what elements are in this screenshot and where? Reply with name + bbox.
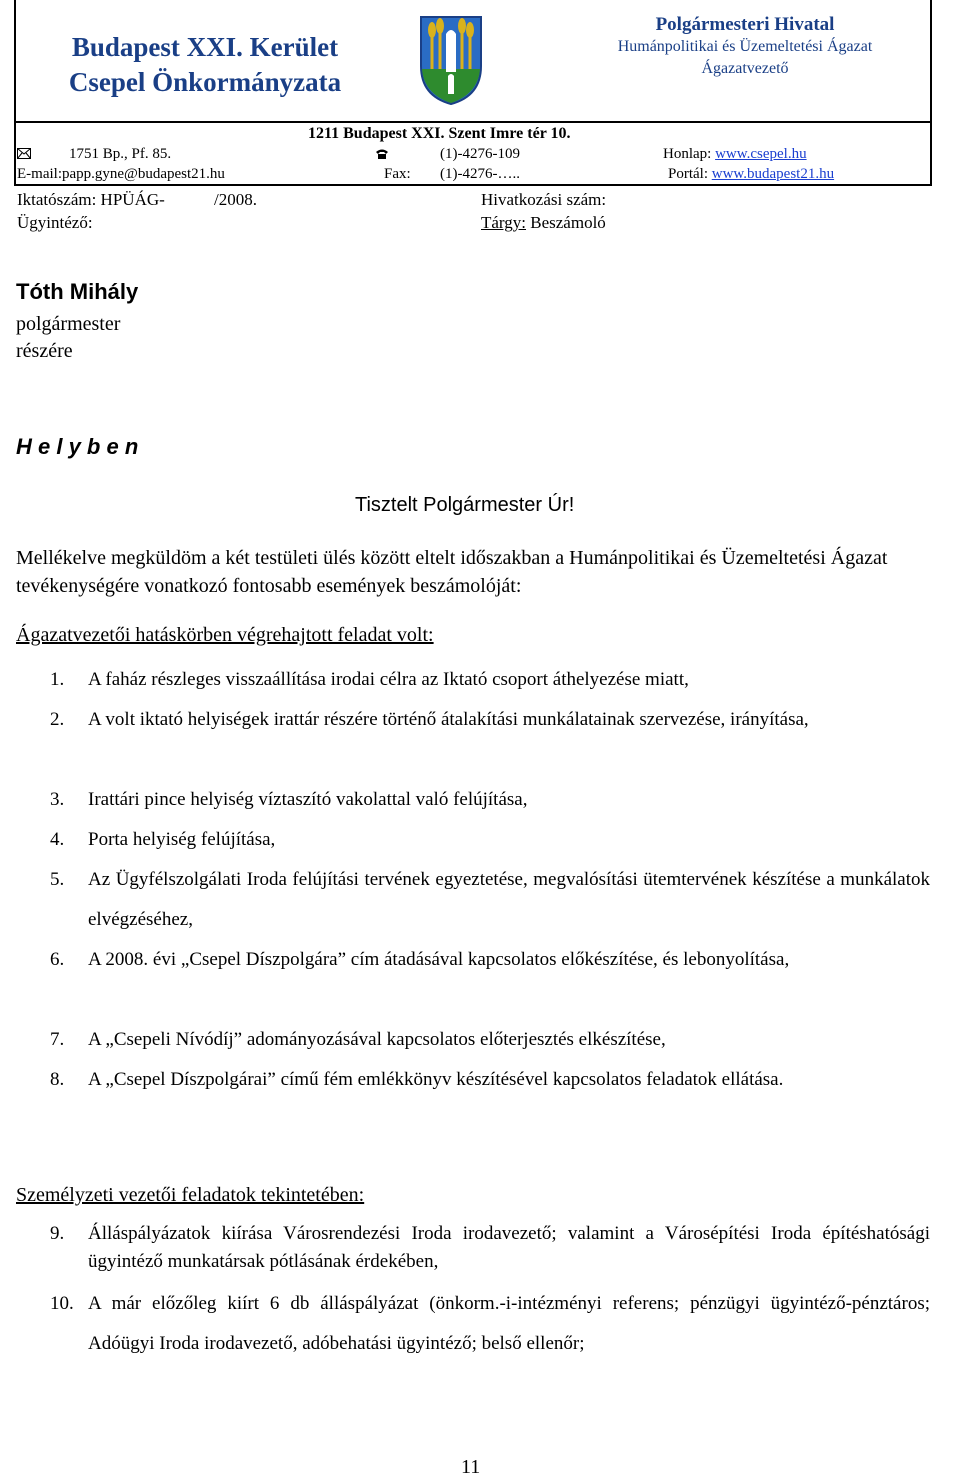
addressee-for: részére bbox=[16, 340, 73, 362]
fax-number: (1)-4276-….. bbox=[440, 166, 520, 182]
reference-year: /2008. bbox=[214, 190, 257, 209]
portal-link[interactable]: www.budapest21.hu bbox=[711, 166, 835, 182]
portal bbox=[668, 165, 834, 184]
office-block bbox=[560, 14, 930, 80]
location: H e l y b e n bbox=[16, 434, 139, 459]
item-text: Irattári pince helyiség víztaszító vakolattal való felújítása, bbox=[88, 789, 528, 810]
subject-label: Tárgy: bbox=[481, 213, 527, 232]
item-number: 7. bbox=[50, 1029, 65, 1050]
item-number: 10. bbox=[50, 1293, 74, 1314]
section1-heading: Ágazatvezetői hatáskörben végrehajtott feladat volt: bbox=[16, 624, 434, 646]
item-text: Porta helyiség felújítása, bbox=[88, 829, 276, 850]
intro-paragraph: Mellékelve megküldöm a két testületi ülés között eltelt időszakban a Humánpolitikai és Üzemeltetési Ágazat tevékenységére vonatkozó fontosabb események beszámolóját: bbox=[16, 547, 888, 597]
item-text: Az Ügyfélszolgálati Iroda felújítási tervének egyeztetése, megvalósítási ütemtervének készítése a munkálatok elvégzéséhez, bbox=[88, 869, 930, 930]
homepage bbox=[663, 145, 807, 164]
address: 1211 Budapest XXI. Szent Imre tér 10. bbox=[308, 125, 571, 142]
item-text: A már előzőleg kiírt 6 db álláspályázat (önkorm.-i-intézményi referens; pénzügyi ügyintéző-pénztáros; Adóügyi Iroda irodavezető, adóbehatási ügyintéző; belső ellenőr; bbox=[88, 1293, 930, 1354]
org-line-2: Csepel Önkormányzata bbox=[68, 67, 342, 97]
email: E-mail:papp.gyne@budapest21.hu bbox=[17, 166, 225, 182]
office-division: Humánpolitikai és Üzemeltetési Ágazat bbox=[617, 38, 873, 55]
postal-address: 1751 Bp., Pf. 85. bbox=[69, 146, 172, 162]
reference-number: Iktatószám: HPÜÁG- bbox=[17, 190, 165, 209]
addressee-name: Tóth Mihály bbox=[16, 279, 139, 304]
item-text: A „Csepeli Nívódíj” adományozásával kapcsolatos előterjesztés elkészítése, bbox=[88, 1029, 666, 1050]
item-number: 6. bbox=[50, 949, 65, 970]
telephone-icon bbox=[375, 148, 389, 160]
item-number: 2. bbox=[50, 709, 65, 730]
reference-label: Hivatkozási szám: bbox=[481, 190, 607, 209]
item-number: 8. bbox=[50, 1069, 65, 1090]
page-number: 11 bbox=[461, 1456, 481, 1478]
item-number: 4. bbox=[50, 829, 65, 850]
office-role: Ágazatvezető bbox=[701, 60, 789, 77]
envelope-icon bbox=[17, 148, 31, 159]
addressee-title: polgármester bbox=[16, 313, 121, 335]
homepage-link[interactable]: www.csepel.hu bbox=[715, 146, 807, 162]
org-line-1: Budapest XXI. Kerület bbox=[71, 32, 339, 62]
item-number: 1. bbox=[50, 669, 65, 690]
salutation: Tisztelt Polgármester Úr! bbox=[355, 494, 575, 516]
portal-label: Portál: bbox=[668, 166, 708, 182]
coat-of-arms-icon bbox=[418, 14, 484, 106]
organization-name bbox=[20, 30, 390, 100]
item-number: 3. bbox=[50, 789, 65, 810]
letterhead-divider bbox=[14, 121, 932, 123]
item-text: A volt iktató helyiségek irattár részére történő átalakítási munkálatainak szervezése, irányítása, bbox=[88, 709, 809, 730]
fax-label: Fax: bbox=[384, 166, 411, 182]
handler-label: Ügyintéző: bbox=[17, 213, 93, 232]
phone-number: (1)-4276-109 bbox=[440, 146, 520, 162]
item-text: Álláspályázatok kiírása Városrendezési Iroda irodavezető; valamint a Városépítési Iroda építéshatósági ügyintéző munkatársak pótlásának érdekében, bbox=[88, 1223, 930, 1272]
item-number: 9. bbox=[50, 1223, 65, 1244]
item-text: A 2008. évi „Csepel Díszpolgára” cím átadásával kapcsolatos előkészítése, és lebonyolítása, bbox=[88, 949, 790, 970]
item-number: 5. bbox=[50, 869, 65, 890]
office-title: Polgármesteri Hivatal bbox=[655, 14, 835, 35]
section2-heading: Személyzeti vezetői feladatok tekintetében: bbox=[16, 1184, 365, 1206]
homepage-label: Honlap: bbox=[663, 146, 712, 162]
item-text: A „Csepel Díszpolgárai” című fém emlékkönyv készítésével kapcsolatos feladatok ellátása. bbox=[88, 1069, 784, 1090]
item-text: A faház részleges visszaállítása irodai célra az Iktató csoport áthelyezése miatt, bbox=[88, 669, 689, 690]
subject-value: Beszámoló bbox=[526, 213, 606, 232]
subject bbox=[481, 213, 606, 232]
